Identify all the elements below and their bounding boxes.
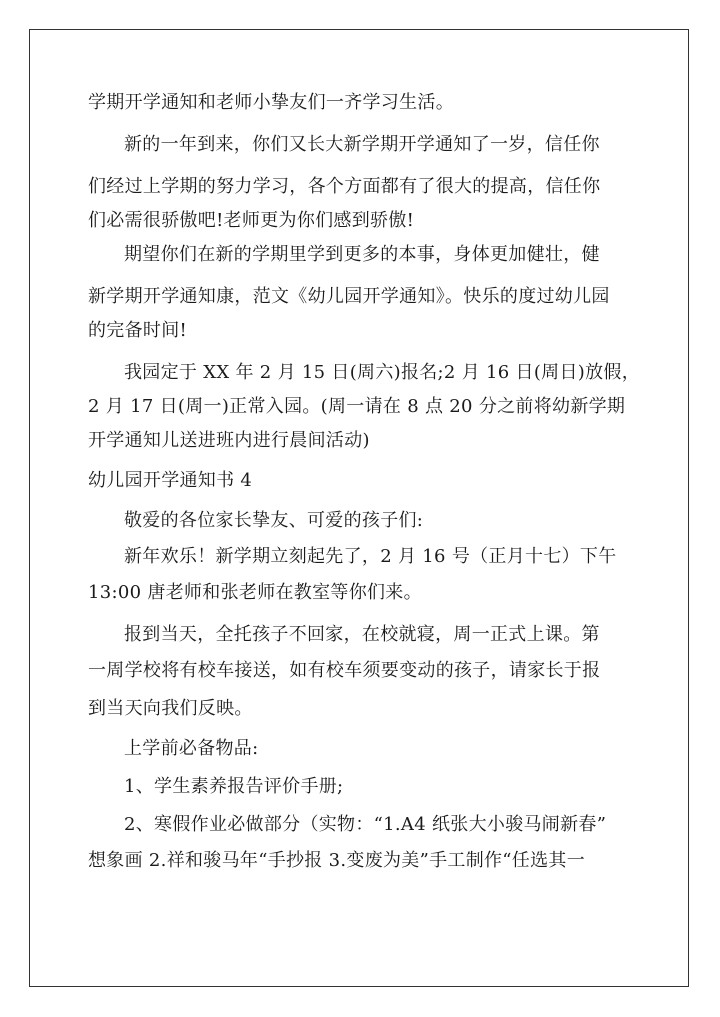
section-heading: 幼儿园开学通知书 4: [88, 470, 253, 491]
body-text-line: 想象画 2.祥和骏马年“手抄报 3.变废为美”手工制作“任选其一: [88, 850, 585, 871]
body-text-line: 学期开学通知和老师小挚友们一齐学习生活。: [88, 92, 454, 113]
paragraph-line: 敬爱的各位家长挚友、可爱的孩子们:: [124, 510, 424, 531]
body-text-line: 新学期开学通知康，范文《幼儿园开学通知》。快乐的度过幼儿园: [88, 286, 610, 307]
body-text-line: 的完备时间!: [88, 320, 188, 341]
body-text-line: 们经过上学期的努力学习，各个方面都有了很大的提高，信任你: [88, 176, 601, 197]
body-text-line: 们必需很骄傲吧!老师更为你们感到骄傲!: [88, 210, 415, 231]
paragraph-line: 新年欢乐！新学期立刻起先了，2 月 16 号（正月十七）下午: [124, 546, 617, 567]
paragraph-line: 新的一年到来，你们又长大新学期开学通知了一岁，信任你: [124, 134, 600, 155]
list-item: 2、寒假作业必做部分（实物：“1.A4 纸张大小骏马闹新春”: [124, 814, 607, 835]
list-item: 1、学生素养报告评价手册;: [124, 776, 344, 797]
body-text-line: 2 月 17 日(周一)正常入园。(周一请在 8 点 20 分之前将幼新学期: [88, 396, 626, 417]
body-text-line: 开学通知儿送进班内进行晨间活动): [88, 430, 370, 451]
paragraph-line: 报到当天，全托孩子不回家，在校就寝，周一正式上课。第: [124, 624, 600, 645]
paragraph-line: 上学前必备物品:: [124, 738, 259, 759]
paragraph-line: 期望你们在新的学期里学到更多的本事，身体更加健壮，健: [124, 244, 600, 265]
page-border: [29, 29, 689, 987]
paragraph-line: 我园定于 XX 年 2 月 15 日(周六)报名;2 月 16 日(周日)放假，: [124, 362, 640, 383]
body-text-line: 一周学校将有校车接送，如有校车须要变动的孩子，请家长于报: [88, 660, 601, 681]
body-text-line: 到当天向我们反映。: [88, 698, 253, 719]
body-text-line: 13:00 唐老师和张老师在教室等你们来。: [88, 582, 422, 603]
